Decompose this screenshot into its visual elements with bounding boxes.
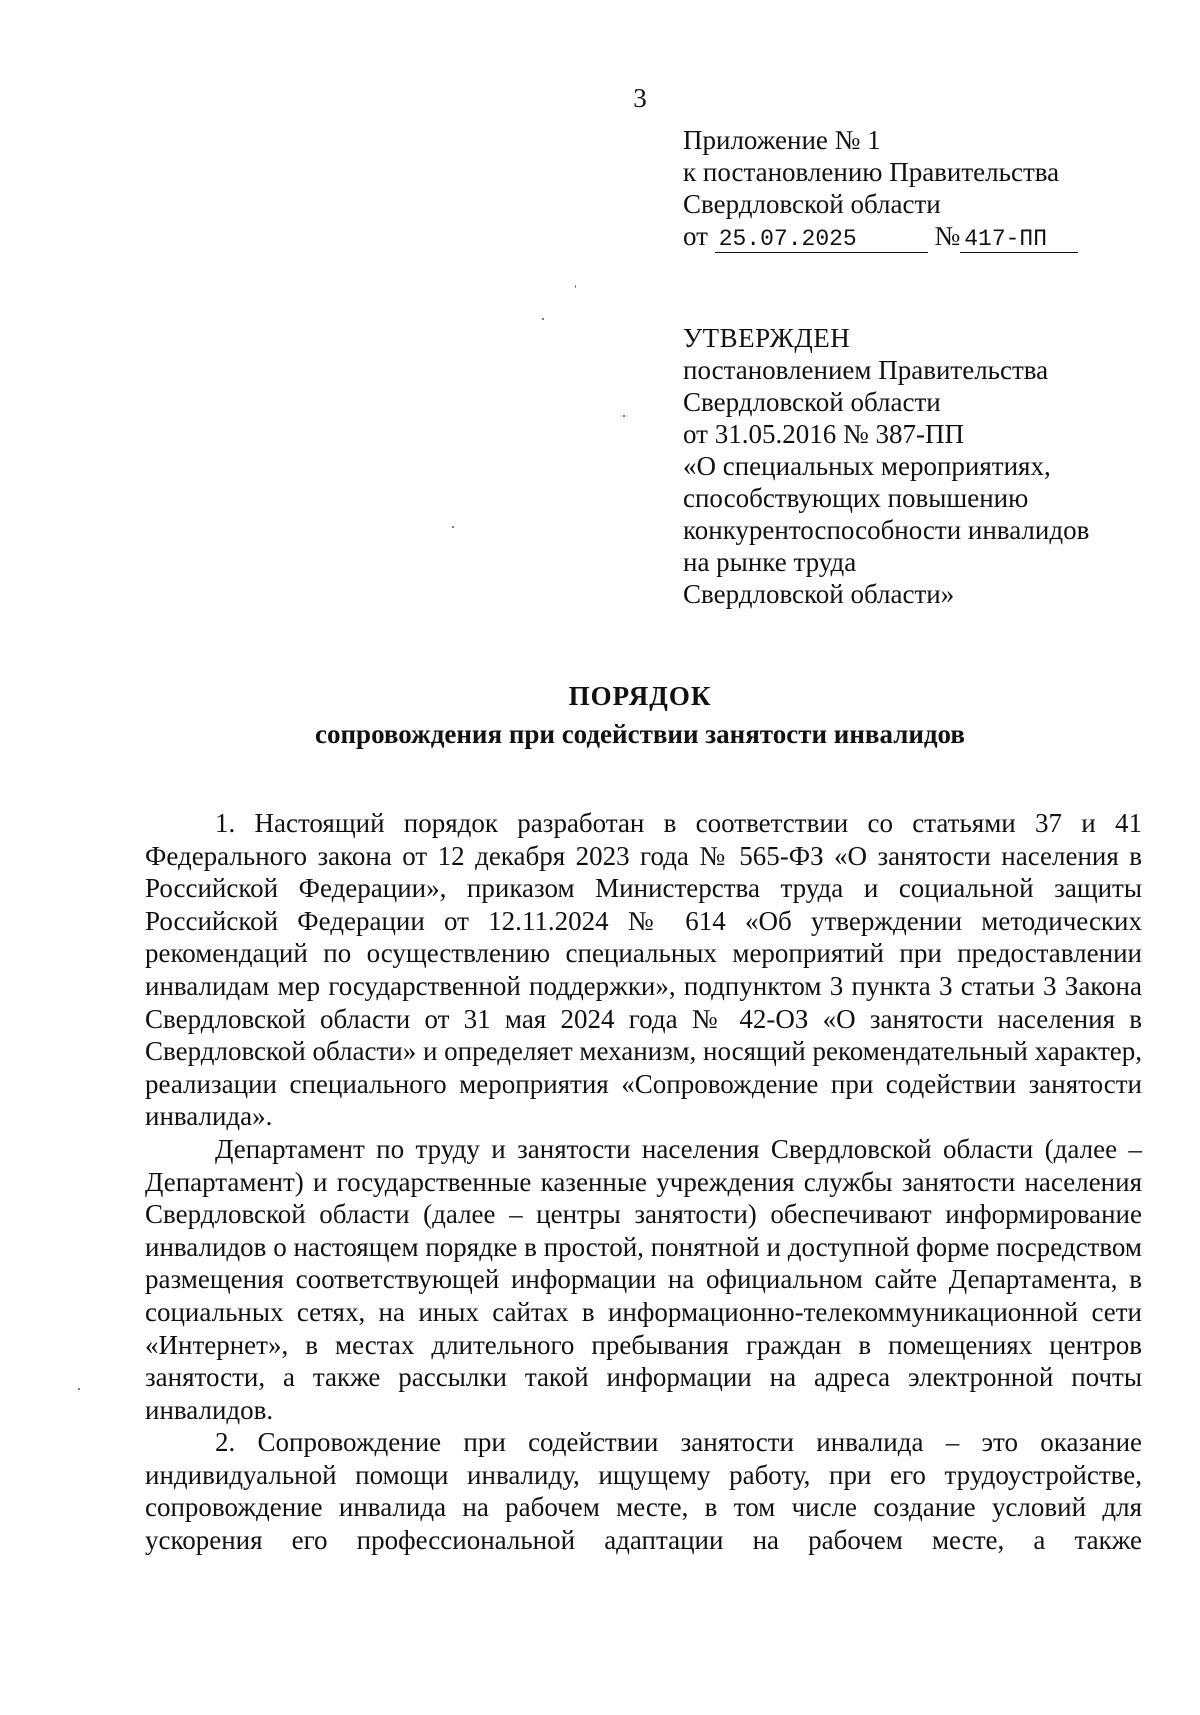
approved-line: постановлением Правительства — [683, 355, 1049, 385]
approved-line: Свердловской области» — [683, 579, 955, 609]
scan-speck — [78, 1388, 80, 1390]
approved-line: конкурентоспособности инвалидов — [683, 515, 1090, 545]
approved-line: способствующих повышению — [683, 483, 1029, 513]
approved-line: от 31.05.2016 № 387-ПП — [683, 419, 964, 449]
appendix-line-2: к постановлению Правительства — [683, 157, 1060, 187]
document-title-block — [0, 677, 1200, 753]
document-subtitle: сопровождения при содействии занятости инвалидов — [315, 719, 965, 749]
scan-speck — [575, 285, 576, 288]
document-title: ПОРЯДОК — [568, 681, 712, 711]
approved-line: «О специальных мероприятиях, — [683, 451, 1051, 481]
appendix-number-sign: № — [934, 221, 961, 251]
scan-speck — [623, 415, 625, 417]
approved-line: Свердловской области — [683, 387, 941, 417]
scan-speck — [452, 526, 454, 528]
approved-line: на рынке труда — [683, 547, 857, 577]
paragraph-1: 1. Настоящий порядок разработан в соответствии со статьями 37 и 41 Федерального закона от 12 декабря 2023 года № 565-ФЗ «О занятости населения в Российской Федерации», приказом Министерства труда и социальной защиты Российской Федерации от 12.11.2024 № 614 «Об утверждении методических рекомендаций по осуществлению специальных мероприятий при предоставлении инвалидам мер государственной поддержки», подпунктом 3 пункта 3 статьи 3 Закона Свердловской области от 31 мая 2024 года № 42-ОЗ «О занятости населения в Свердловской области» и определяет механизм, носящий рекомендательный характер, реализации специального мероприятия «Сопровождение при содействии занятости инвалида». — [145, 808, 1142, 1132]
page-number: 3 — [633, 83, 647, 113]
document-body — [145, 807, 1142, 1557]
paragraph-2: Департамент по труду и занятости населения Свердловской области (далее – Департамент) и государственные казенные учреждения службы занятости населения Свердловской области (далее – центры занятости) обеспечивают информирование инвалидов о настоящем порядке в простой, понятной и доступной форме посредством размещения соответствующей информации на официальном сайте Департамента, в социальных сетях, на иных сайтах в информационно-телекоммуникационной сети «Интернет», в местах длительного пребывания граждан в помещениях центров занятости, а также рассылки такой информации на адреса электронной почты инвалидов. — [145, 1133, 1142, 1425]
appendix-reference — [683, 220, 1078, 253]
appendix-from-prefix: от — [683, 221, 708, 251]
appendix-block — [683, 124, 1078, 253]
appendix-line-3: Свердловской области — [683, 189, 941, 219]
appendix-date: 25.07.2025 — [715, 226, 928, 253]
approved-heading: УТВЕРЖДЕН — [683, 323, 851, 353]
scan-speck — [542, 318, 544, 320]
approved-block — [683, 322, 1089, 610]
appendix-line-1: Приложение № 1 — [683, 125, 881, 155]
paragraph-3: 2. Сопровождение при содействии занятости инвалида – это оказание индивидуальной помощи инвалиду, ищущему работу, при его трудоустройстве, сопровождение инвалида на рабочем месте, в том числе создание условий для ускорения его профессиональной адаптации на рабочем месте, а также — [145, 1427, 1142, 1556]
appendix-number: 417-ПП — [960, 226, 1078, 253]
